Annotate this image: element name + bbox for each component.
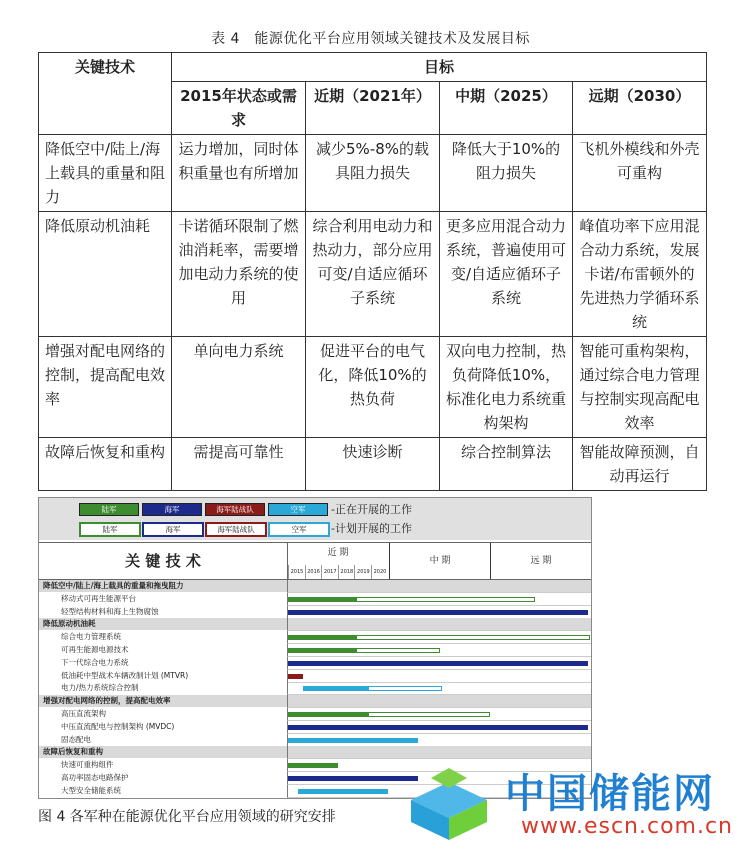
far-term-label: 远 期	[530, 556, 552, 566]
header-goal: 目标	[172, 53, 707, 82]
gantt-grid	[287, 695, 592, 708]
gantt-bar	[303, 686, 368, 691]
gantt-header	[39, 542, 591, 580]
cell-2015: 单向电力系统	[172, 337, 306, 438]
legend-army-planned: 陆军	[79, 522, 141, 537]
cell-mid: 双向电力控制，热负荷降低10%，标准化电力系统重构架构	[440, 337, 573, 438]
gantt-row	[39, 644, 591, 656]
gantt-row	[39, 721, 591, 733]
gantt-row-label: 高功率固态电路保护	[61, 773, 129, 782]
gantt-row	[39, 708, 591, 720]
legend-airforce-ongoing: 空军	[268, 503, 328, 516]
subheader-mid: 中期（2025）	[440, 82, 573, 135]
cube-logo-icon	[401, 760, 497, 840]
year-tick: 2019	[354, 565, 371, 579]
gantt-row-label: 电力/热力系统综合控制	[61, 683, 139, 693]
gantt-bar	[288, 648, 356, 653]
gantt-bar	[368, 686, 442, 691]
watermark-brand: 中国储能网	[505, 771, 715, 817]
gantt-bar	[288, 635, 356, 640]
gantt-row-label: 下一代综合电力系统	[61, 657, 129, 667]
row-key: 降低空中/陆上/海上载具的重量和阻力	[39, 135, 172, 212]
gantt-row-label: 中压直流配电与控制架构 (MVDC)	[61, 721, 175, 731]
year-tick: 2018	[338, 565, 355, 579]
legend-marine-planned: 海军陆战队	[205, 522, 267, 537]
gantt-bar	[356, 648, 440, 653]
table-row	[39, 135, 707, 212]
cell-far: 智能故障预测，自动再运行	[573, 438, 707, 491]
gantt-bar	[288, 610, 588, 615]
table-caption: 表 4 能源优化平台应用领域关键技术及发展目标	[211, 31, 530, 47]
gantt-bar	[288, 661, 588, 666]
gantt-row-label: 低油耗中型战术车辆改制计划 (MTVR)	[61, 670, 189, 680]
gantt-bar	[288, 725, 588, 730]
subheader-2015: 2015年状态或需求	[172, 82, 306, 135]
legend-navy-planned: 海军	[142, 522, 204, 537]
cell-far: 飞机外模线和外壳可重构	[573, 135, 707, 212]
near-term-label: 近 期	[327, 548, 349, 558]
gantt-bar	[288, 712, 368, 717]
legend-army-ongoing: 陆军	[79, 503, 139, 516]
legend-planned-note: -计划开展的工作	[331, 522, 412, 535]
gantt-section	[39, 618, 591, 630]
gantt-grid	[287, 580, 592, 593]
mid-term-label: 中 期	[389, 543, 491, 579]
gantt-row-label: 降低原动机油耗	[43, 619, 96, 629]
gantt-bar	[356, 635, 590, 640]
cell-far: 智能可重构架构，通过综合电力管理与控制实现高配电效率	[573, 337, 707, 438]
gantt-grid	[287, 618, 592, 631]
gantt-section	[39, 695, 591, 707]
gantt-section	[39, 746, 591, 758]
cell-near: 综合利用电动力和热动力，部分应用可变/自适应循环子系统	[306, 212, 440, 337]
legend-ongoing-note: -正在开展的工作	[331, 503, 412, 516]
gantt-bar	[288, 738, 418, 743]
table-row	[39, 337, 707, 438]
gantt-row-label: 轻型结构材料和海上生物腐蚀	[61, 606, 159, 616]
cell-near: 快速诊断	[306, 438, 440, 491]
figure-caption: 图 4 各军种在能源优化平台应用领域的研究安排	[38, 809, 336, 825]
year-tick: 2015	[288, 565, 305, 579]
watermark	[401, 758, 734, 843]
research-schedule-figure	[38, 497, 592, 799]
header-key-technology: 关键技术	[39, 53, 172, 135]
table-row	[39, 212, 707, 337]
gantt-bar	[288, 597, 356, 602]
gantt-row-label: 降低空中/陆上/海上载具的重量和拖曳阻力	[43, 581, 184, 590]
gantt-row-label: 故障后恢复和重构	[43, 747, 103, 757]
gantt-row-label: 高压直流架构	[61, 709, 106, 718]
gantt-row	[39, 734, 591, 746]
legend-airforce-planned: 空军	[268, 522, 330, 537]
gantt-bar	[356, 597, 535, 602]
gantt-bar	[288, 776, 418, 781]
legend-navy-ongoing: 海军	[142, 503, 202, 516]
gantt-bar	[288, 763, 338, 768]
cell-mid: 综合控制算法	[440, 438, 573, 491]
gantt-row	[39, 593, 591, 605]
gantt-row	[39, 657, 591, 669]
gantt-row-label: 可再生能源电源技术	[61, 645, 129, 654]
gantt-bar	[368, 712, 490, 717]
gantt-bar	[298, 789, 388, 794]
year-tick: 2020	[371, 565, 388, 579]
gantt-row-label: 增强对配电网络的控制，提高配电效率	[43, 696, 171, 706]
gantt-header-title: 关 键 技 术	[39, 543, 288, 579]
gantt-row-label: 综合电力管理系统	[61, 632, 121, 642]
row-key: 降低原动机油耗	[39, 212, 172, 337]
gantt-row-label: 大型安全储能系统	[61, 785, 121, 795]
table-row	[39, 438, 707, 491]
cell-2015: 需提高可靠性	[172, 438, 306, 491]
gantt-section	[39, 580, 591, 592]
key-technology-table	[38, 52, 707, 491]
figure-legend	[39, 498, 591, 540]
gantt-row	[39, 631, 591, 643]
gantt-row	[39, 670, 591, 682]
year-tick: 2016	[305, 565, 322, 579]
cell-far: 峰值功率下应用混合动力系统，发展卡诺/布雷顿外的先进热力学循环系统	[573, 212, 707, 337]
cell-2015: 卡诺循环限制了燃油消耗率，需要增加电动力系统的使用	[172, 212, 306, 337]
gantt-row-label: 固态配电	[61, 734, 91, 744]
cell-mid: 更多应用混合动力系统，普遍使用可变/自适应循环子系统	[440, 212, 573, 337]
gantt-grid	[287, 670, 592, 683]
cell-near: 减少5%-8%的载具阻力损失	[306, 135, 440, 212]
legend-marine-ongoing: 海军陆战队	[205, 503, 265, 516]
cell-near: 促进平台的电气化，降低10%的热负荷	[306, 337, 440, 438]
subheader-near: 近期（2021年）	[306, 82, 440, 135]
watermark-url: www.escn.com.cn	[521, 814, 734, 839]
gantt-row-label: 快速可重构组件	[61, 760, 114, 770]
row-key: 增强对配电网络的控制，提高配电效率	[39, 337, 172, 438]
gantt-bar	[288, 674, 303, 679]
year-tick: 2017	[321, 565, 338, 579]
gantt-row	[39, 606, 591, 618]
gantt-row	[39, 682, 591, 694]
subheader-far: 远期（2030）	[573, 82, 707, 135]
cell-mid: 降低大于10%的阻力损失	[440, 135, 573, 212]
row-key: 故障后恢复和重构	[39, 438, 172, 491]
cell-2015: 运力增加，同时体积重量也有所增加	[172, 135, 306, 212]
gantt-row-label: 移动式可再生能源平台	[61, 593, 136, 603]
